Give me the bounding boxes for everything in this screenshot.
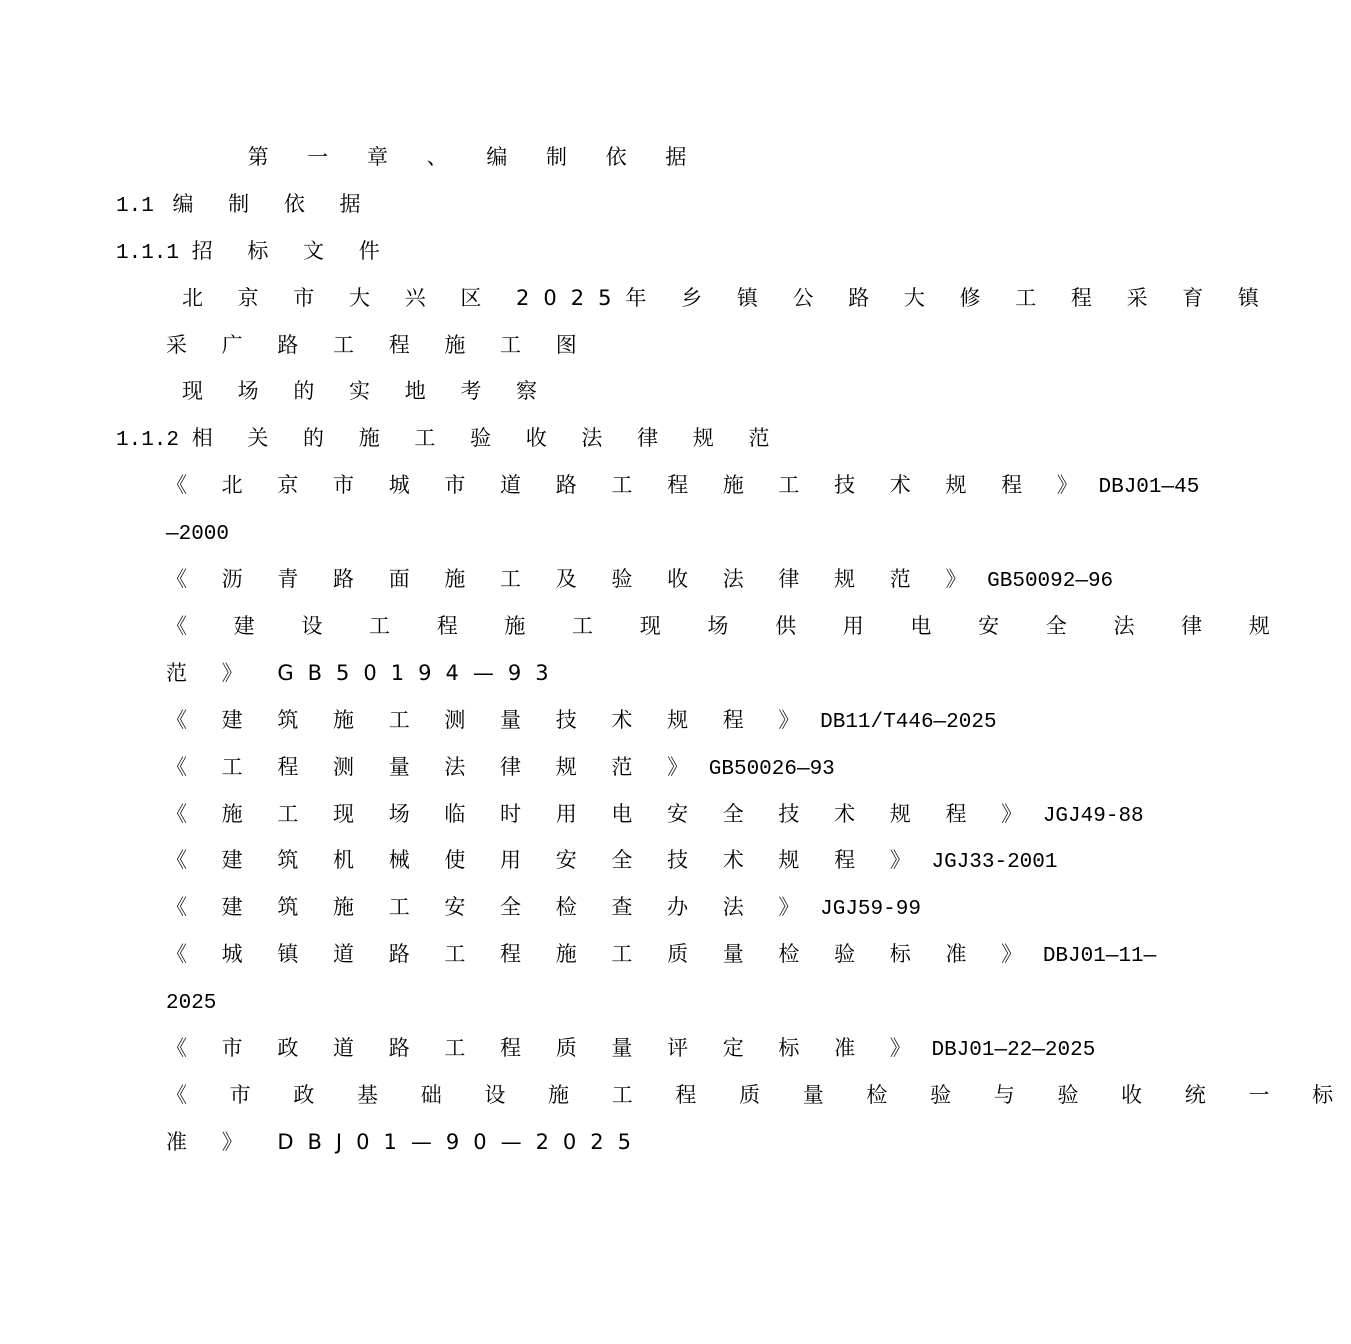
standard-item-9-line-2: 2025 (166, 992, 217, 1015)
tender-item-2: 现 场 的 实 地 考 察 (182, 379, 552, 403)
standard-item-11-line-2: 准 》 DBJ01—90—2025 (166, 1130, 646, 1154)
section-title: 编 制 依 据 (172, 192, 375, 216)
standard-item-7: 《 建 筑 机 械 使 用 安 全 技 术 规 程 》 JGJ33-2001 (166, 848, 1058, 874)
standard-item-3-line-2: 范 》 GB50194—93 (166, 661, 563, 685)
standard-item-1-line-1: 《 北 京 市 城 市 道 路 工 程 施 工 技 术 规 程 》 DBJ01—45 (166, 473, 1200, 499)
section-number: 1.1.2 (116, 429, 180, 452)
standard-item-11-line-1: 《 市 政 基 础 设 施 工 程 质 量 检 验 与 验 收 统 一 标 (166, 1083, 1351, 1107)
section-heading-1-1-1 (116, 237, 394, 268)
section-title: 招 标 文 件 (191, 239, 394, 263)
standard-item-9-line-1: 《 城 镇 道 路 工 程 施 工 质 量 检 验 标 准 》 DBJ01—11— (166, 942, 1157, 968)
section-heading-1-1 (116, 190, 375, 221)
section-heading-1-1-2 (116, 424, 783, 455)
standard-item-10: 《 市 政 道 路 工 程 质 量 评 定 标 准 》 DBJ01—22—2025 (166, 1036, 1096, 1062)
standard-item-1-line-2: —2000 (166, 523, 230, 546)
tender-item-1-line-2: 采 广 路 工 程 施 工 图 (166, 333, 591, 357)
standard-item-8: 《 建 筑 施 工 安 全 检 查 办 法 》 JGJ59-99 (166, 895, 921, 921)
tender-item-1-line-1: 北 京 市 大 兴 区 2025年 乡 镇 公 路 大 修 工 程 采 育 镇 (182, 286, 1273, 310)
standard-item-6: 《 施 工 现 场 临 时 用 电 安 全 技 术 规 程 》 JGJ49-88 (166, 802, 1144, 828)
section-number: 1.1.1 (116, 242, 180, 265)
standard-item-2: 《 沥 青 路 面 施 工 及 验 收 法 律 规 范 》 GB50092—96 (166, 567, 1114, 593)
chapter-title: 第 一 章 、 编 制 依 据 (247, 145, 703, 169)
standard-item-4: 《 建 筑 施 工 测 量 技 术 规 程 》 DB11/T446—2025 (166, 708, 997, 734)
standard-item-5: 《 工 程 测 量 法 律 规 范 》 GB50026—93 (166, 755, 835, 781)
section-number: 1.1 (116, 195, 154, 218)
standard-item-3-line-1: 《 建 设 工 程 施 工 现 场 供 用 电 安 全 法 律 规 (166, 614, 1290, 638)
section-title: 相 关 的 施 工 验 收 法 律 规 范 (191, 426, 784, 450)
